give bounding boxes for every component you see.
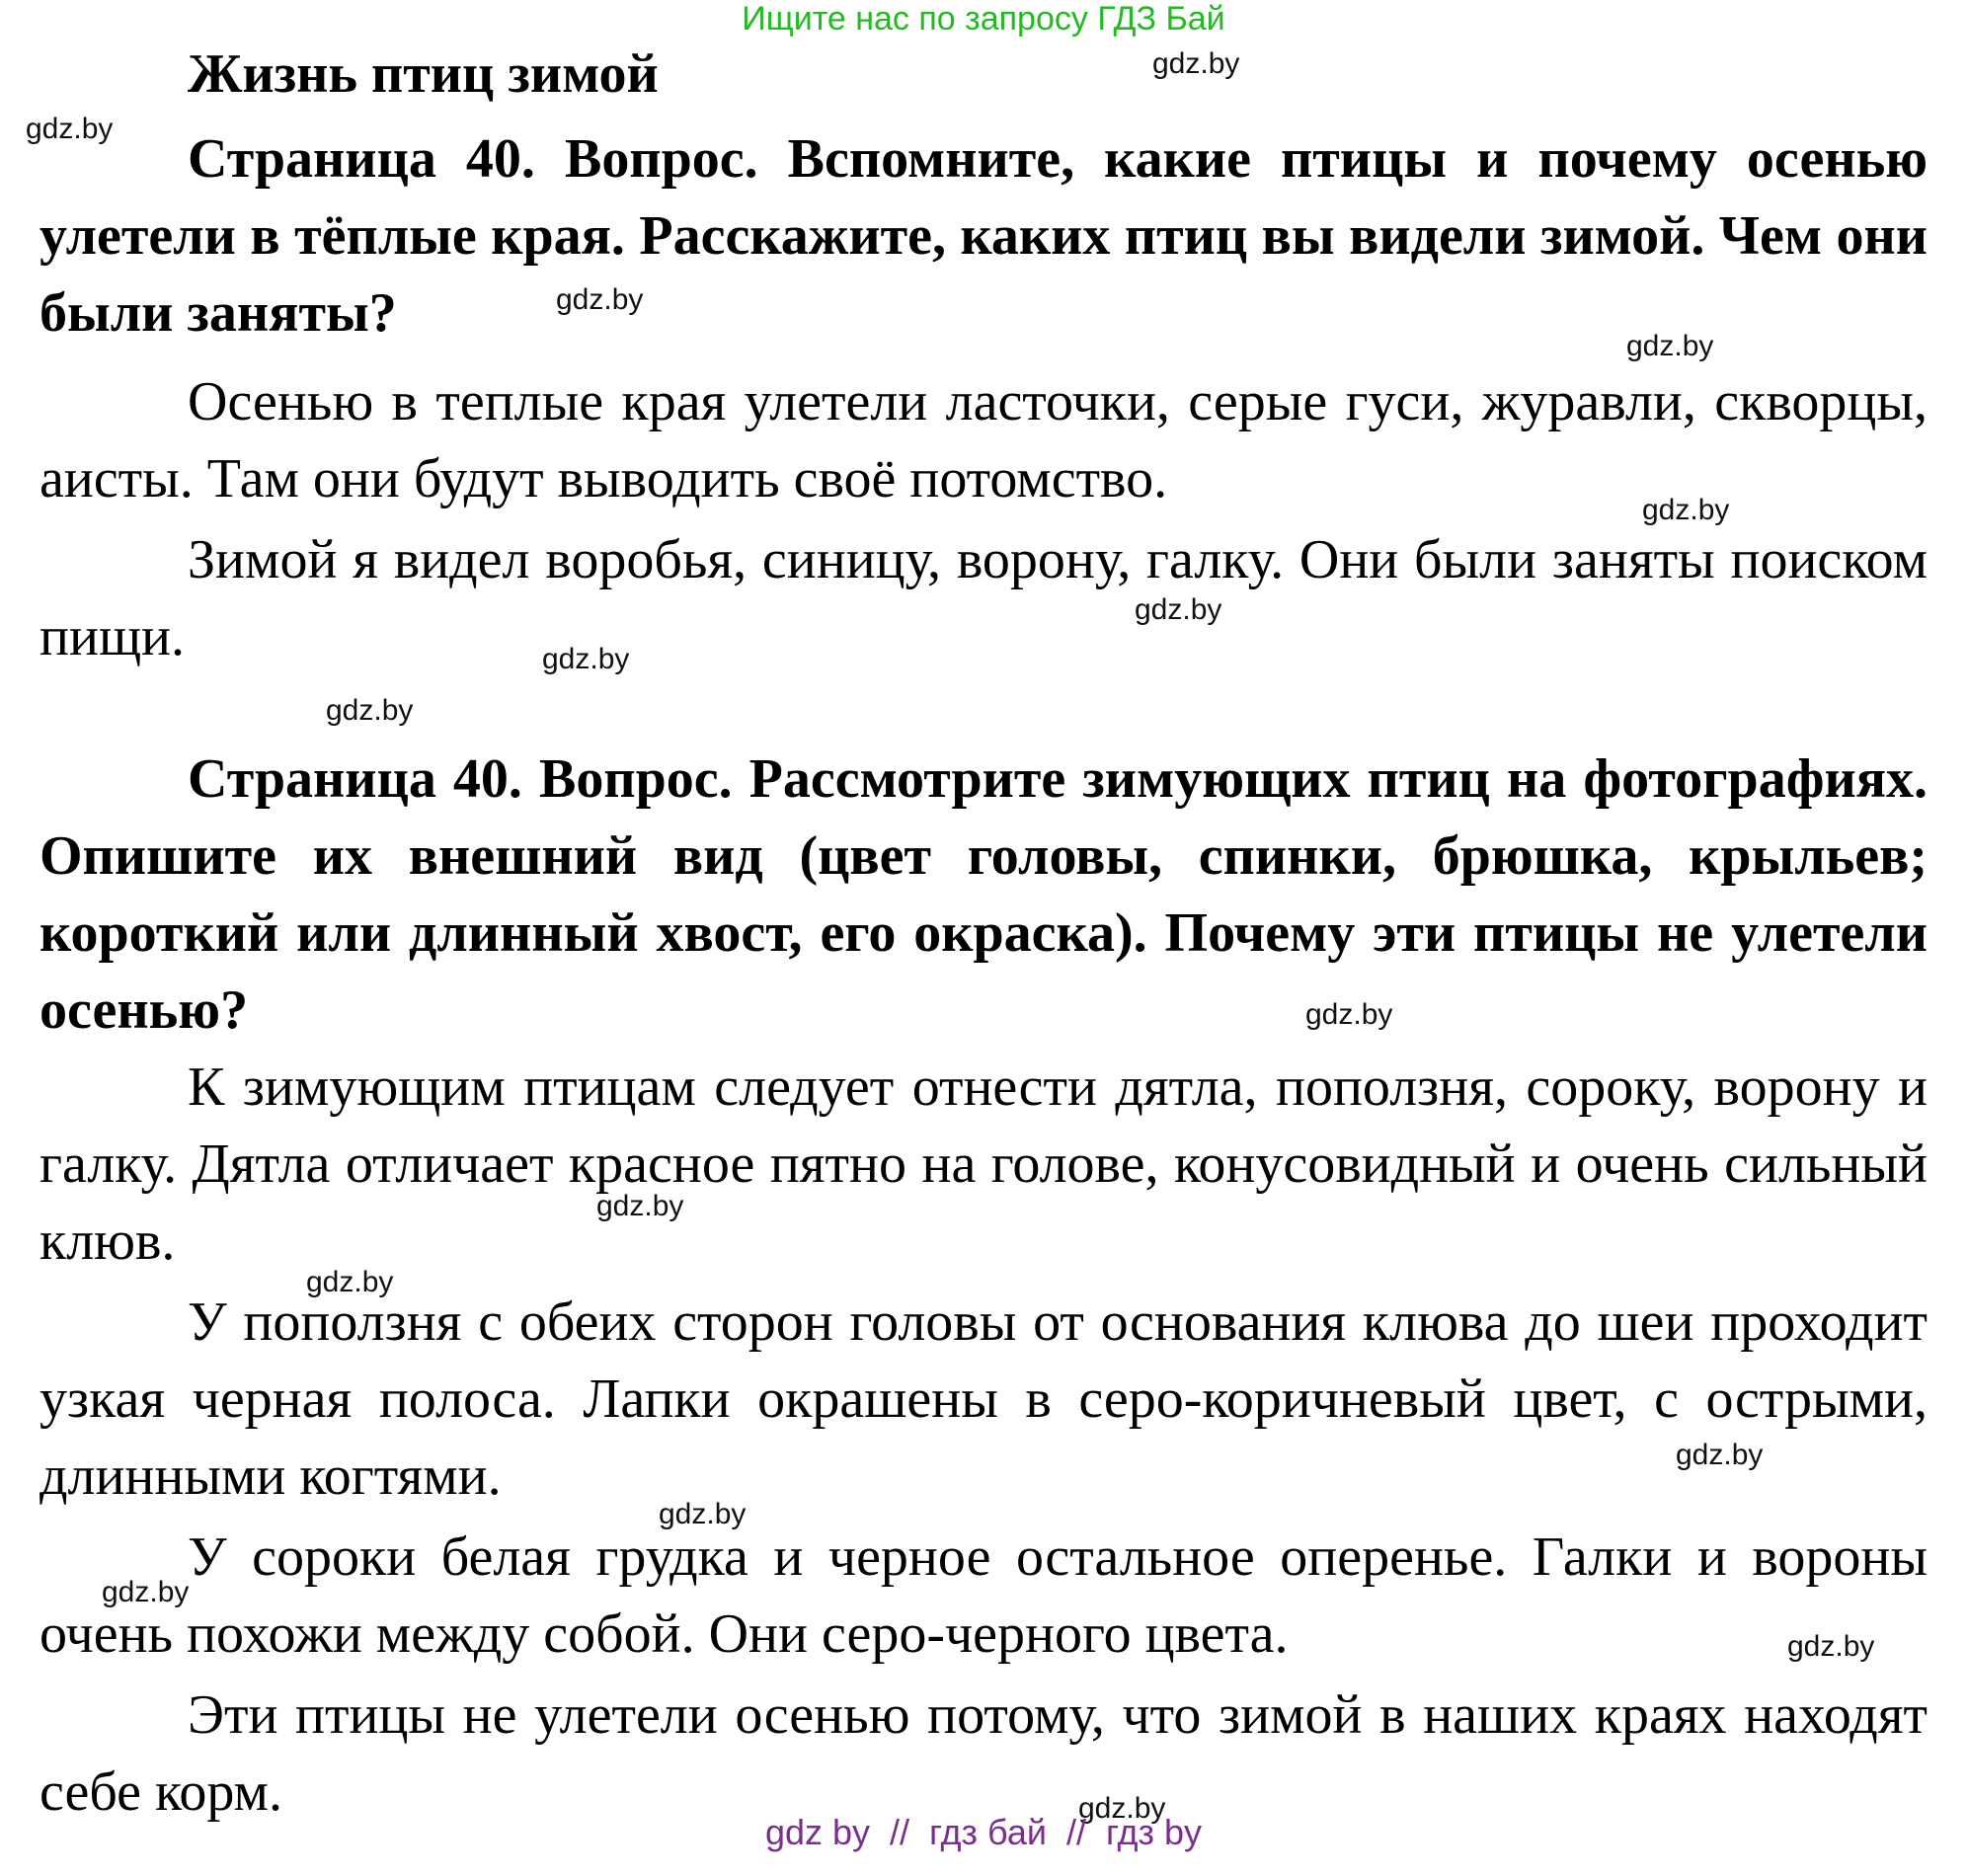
footer-separator: // [1046,1812,1106,1852]
watermark: gdz.by [326,694,414,727]
question-1: Страница 40. Вопрос. Вспомните, какие птицы и почему осенью улетели в тёплые края. Расскажите, каких птиц вы видели зимой. Чем они были заняты? [39,128,1928,344]
watermark: gdz.by [542,643,630,675]
watermark: gdz.by [1078,1792,1166,1825]
watermark: gdz.by [306,1266,394,1298]
footer-links [0,1813,1967,1852]
answer-2-paragraph-3: У сороки белая грудка и черное остальное оперенье. Галки и вороны очень похожи между собой. Они серо-черного цвета. [39,1526,1928,1665]
watermark: gdz.by [1676,1439,1764,1471]
watermark: gdz.by [26,113,114,145]
watermark: gdz.by [556,283,644,316]
watermark: gdz.by [1787,1630,1875,1663]
watermark: gdz.by [1152,47,1240,80]
watermark: gdz.by [1135,593,1222,626]
answer-1-paragraph-1: Осенью в теплые края улетели ласточки, серые гуси, журавли, скворцы, аисты. Там они будут выводить своё потомство. [39,371,1928,509]
watermark: gdz.by [659,1498,747,1530]
answer-2-paragraph-1: К зимующим птицам следует отнести дятла, поползня, сороку, ворону и галку. Дятла отличает красное пятно на голове, конусовидный и очень сильный клюв. [39,1056,1928,1272]
footer-link-gdz-bai[interactable]: гдз бай [929,1812,1047,1852]
footer-link-gdz-by[interactable]: gdz by [764,1812,871,1852]
footer-link-gdz-by-2[interactable]: гдз by [1106,1812,1203,1852]
footer-separator: // [870,1812,930,1852]
answer-1-paragraph-2: Зимой я видел воробья, синицу, ворону, галку. Они были заняты поиском пищи. [39,529,1928,667]
watermark: gdz.by [1626,330,1714,362]
search-banner[interactable]: Ищите нас по запросу ГДЗ Бай [742,0,1225,38]
question-2: Страница 40. Вопрос. Рассмотрите зимующих птиц на фотографиях. Опишите их внешний вид (цвет головы, спинки, брюшка, крыльев; короткий или длинный хвост, его окраска). Почему эти птицы не улетели осенью? [39,748,1928,1041]
page-title: Жизнь птиц зимой [188,43,659,105]
watermark: gdz.by [102,1576,190,1608]
watermark: gdz.by [1642,494,1730,526]
answer-2-paragraph-2: У поползня с обеих сторон головы от основания клюва до шеи проходит узкая черная полоса. Лапки окрашены в серо-коричневый цвет, с острыми, длинными когтями. [39,1291,1928,1507]
answer-2-paragraph-4: Эти птицы не улетели осенью потому, что зимой в наших краях находят себе корм. [39,1684,1928,1823]
watermark: gdz.by [1305,998,1393,1031]
watermark: gdz.by [596,1190,684,1222]
